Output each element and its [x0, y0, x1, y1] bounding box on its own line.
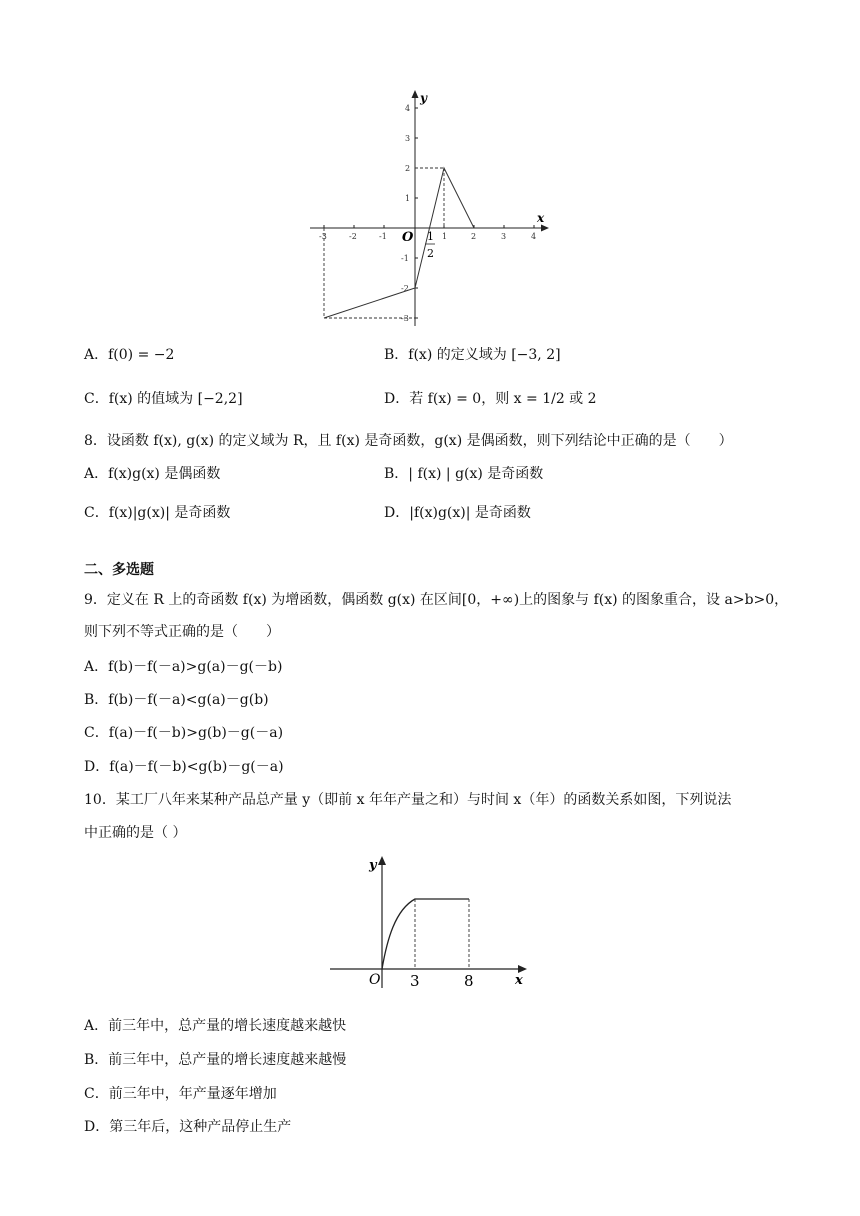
- y-axis-arrow: [378, 856, 386, 865]
- q7-option-c: C．f(x) 的值域为 [−2,2]: [84, 391, 243, 407]
- x-axis-arrow: [518, 965, 527, 973]
- x-axis-label: x: [515, 973, 523, 988]
- x-tick-label: 3: [501, 232, 507, 241]
- q9-stem-line2: 则下列不等式正确的是（ ）: [84, 624, 280, 640]
- x-axis-arrow: [541, 225, 549, 232]
- half-denominator: 2: [427, 247, 434, 260]
- section-heading: 二、多选题: [84, 562, 154, 578]
- q10-option-d: D．第三年后，这种产品停止生产: [84, 1119, 292, 1135]
- q8-option-c: C．f(x)|g(x)| 是奇函数: [84, 505, 231, 521]
- y-tick-label: -1: [401, 254, 409, 263]
- y-tick-label: 3: [405, 134, 411, 143]
- half-numerator: 1: [427, 230, 434, 243]
- q7-option-b: B．f(x) 的定义域为 [−3, 2]: [384, 347, 561, 363]
- q9-stem-line1: 9．定义在 R 上的奇函数 f(x) 为增函数，偶函数 g(x) 在区间[0，+∞)上的图象与 f(x) 的图象重合，设 a>b>0，: [84, 592, 789, 608]
- x-tick-8: 8: [464, 972, 474, 990]
- q7-option-a: A．f(0) = −2: [84, 347, 175, 363]
- q9-option-d: D．f(a)－f(－b)<g(b)－g(－a): [84, 759, 284, 775]
- y-axis-label: y: [420, 91, 427, 105]
- q9-option-b: B．f(b)－f(－a)<g(a)－g(b): [84, 692, 269, 708]
- q8-option-d: D．|f(x)g(x)| 是奇函数: [384, 505, 531, 521]
- x-tick-3: 3: [410, 972, 420, 990]
- q10-stem-line2: 中正确的是（ ）: [84, 825, 187, 841]
- y-axis-label: y: [369, 858, 377, 873]
- y-tick-label: 2: [405, 164, 411, 173]
- x-tick-label: 1: [442, 232, 448, 241]
- total-production-curve: [382, 899, 469, 969]
- q7-option-d: D．若 f(x) = 0，则 x = 1/2 或 2: [384, 391, 597, 407]
- q8-stem: 8．设函数 f(x), g(x) 的定义域为 R，且 f(x) 是奇函数，g(x) 是偶函数，则下列结论中正确的是（ ）: [84, 433, 733, 449]
- y-axis-arrow: [412, 90, 419, 98]
- q10-option-b: B．前三年中，总产量的增长速度越来越慢: [84, 1052, 347, 1068]
- y-tick-label: -3: [401, 314, 409, 323]
- production-graph-figure: [325, 850, 535, 992]
- q10-option-a: A．前三年中，总产量的增长速度越来越快: [84, 1018, 347, 1034]
- function-curve: [324, 168, 477, 318]
- x-axis-label: x: [537, 211, 545, 225]
- x-tick-label: 2: [471, 232, 477, 241]
- x-tick-label: -3: [319, 232, 327, 241]
- origin-label: O: [369, 972, 381, 988]
- q9-option-a: A．f(b)－f(－a)>g(a)－g(－b): [84, 659, 283, 675]
- y-tick-label: 4: [405, 104, 411, 113]
- y-tick-label: 1: [405, 194, 411, 203]
- y-tick-label: -2: [401, 284, 409, 293]
- q8-option-a: A．f(x)g(x) 是偶函数: [84, 466, 221, 482]
- q10-stem-line1: 10．某工厂八年来某种产品总产量 y（即前 x 年年产量之和）与时间 x（年）的函数关系如图，下列说法: [84, 792, 732, 808]
- q8-option-b: B．| f(x) | g(x) 是奇函数: [384, 466, 544, 482]
- function-graph-figure: [305, 88, 555, 333]
- q10-option-c: C．前三年中，年产量逐年增加: [84, 1086, 277, 1102]
- x-tick-label: 4: [531, 232, 537, 241]
- x-tick-label: -1: [379, 232, 387, 241]
- q9-option-c: C．f(a)－f(－b)>g(b)－g(－a): [84, 725, 284, 741]
- x-tick-label: -2: [349, 232, 357, 241]
- origin-label: O: [402, 230, 414, 245]
